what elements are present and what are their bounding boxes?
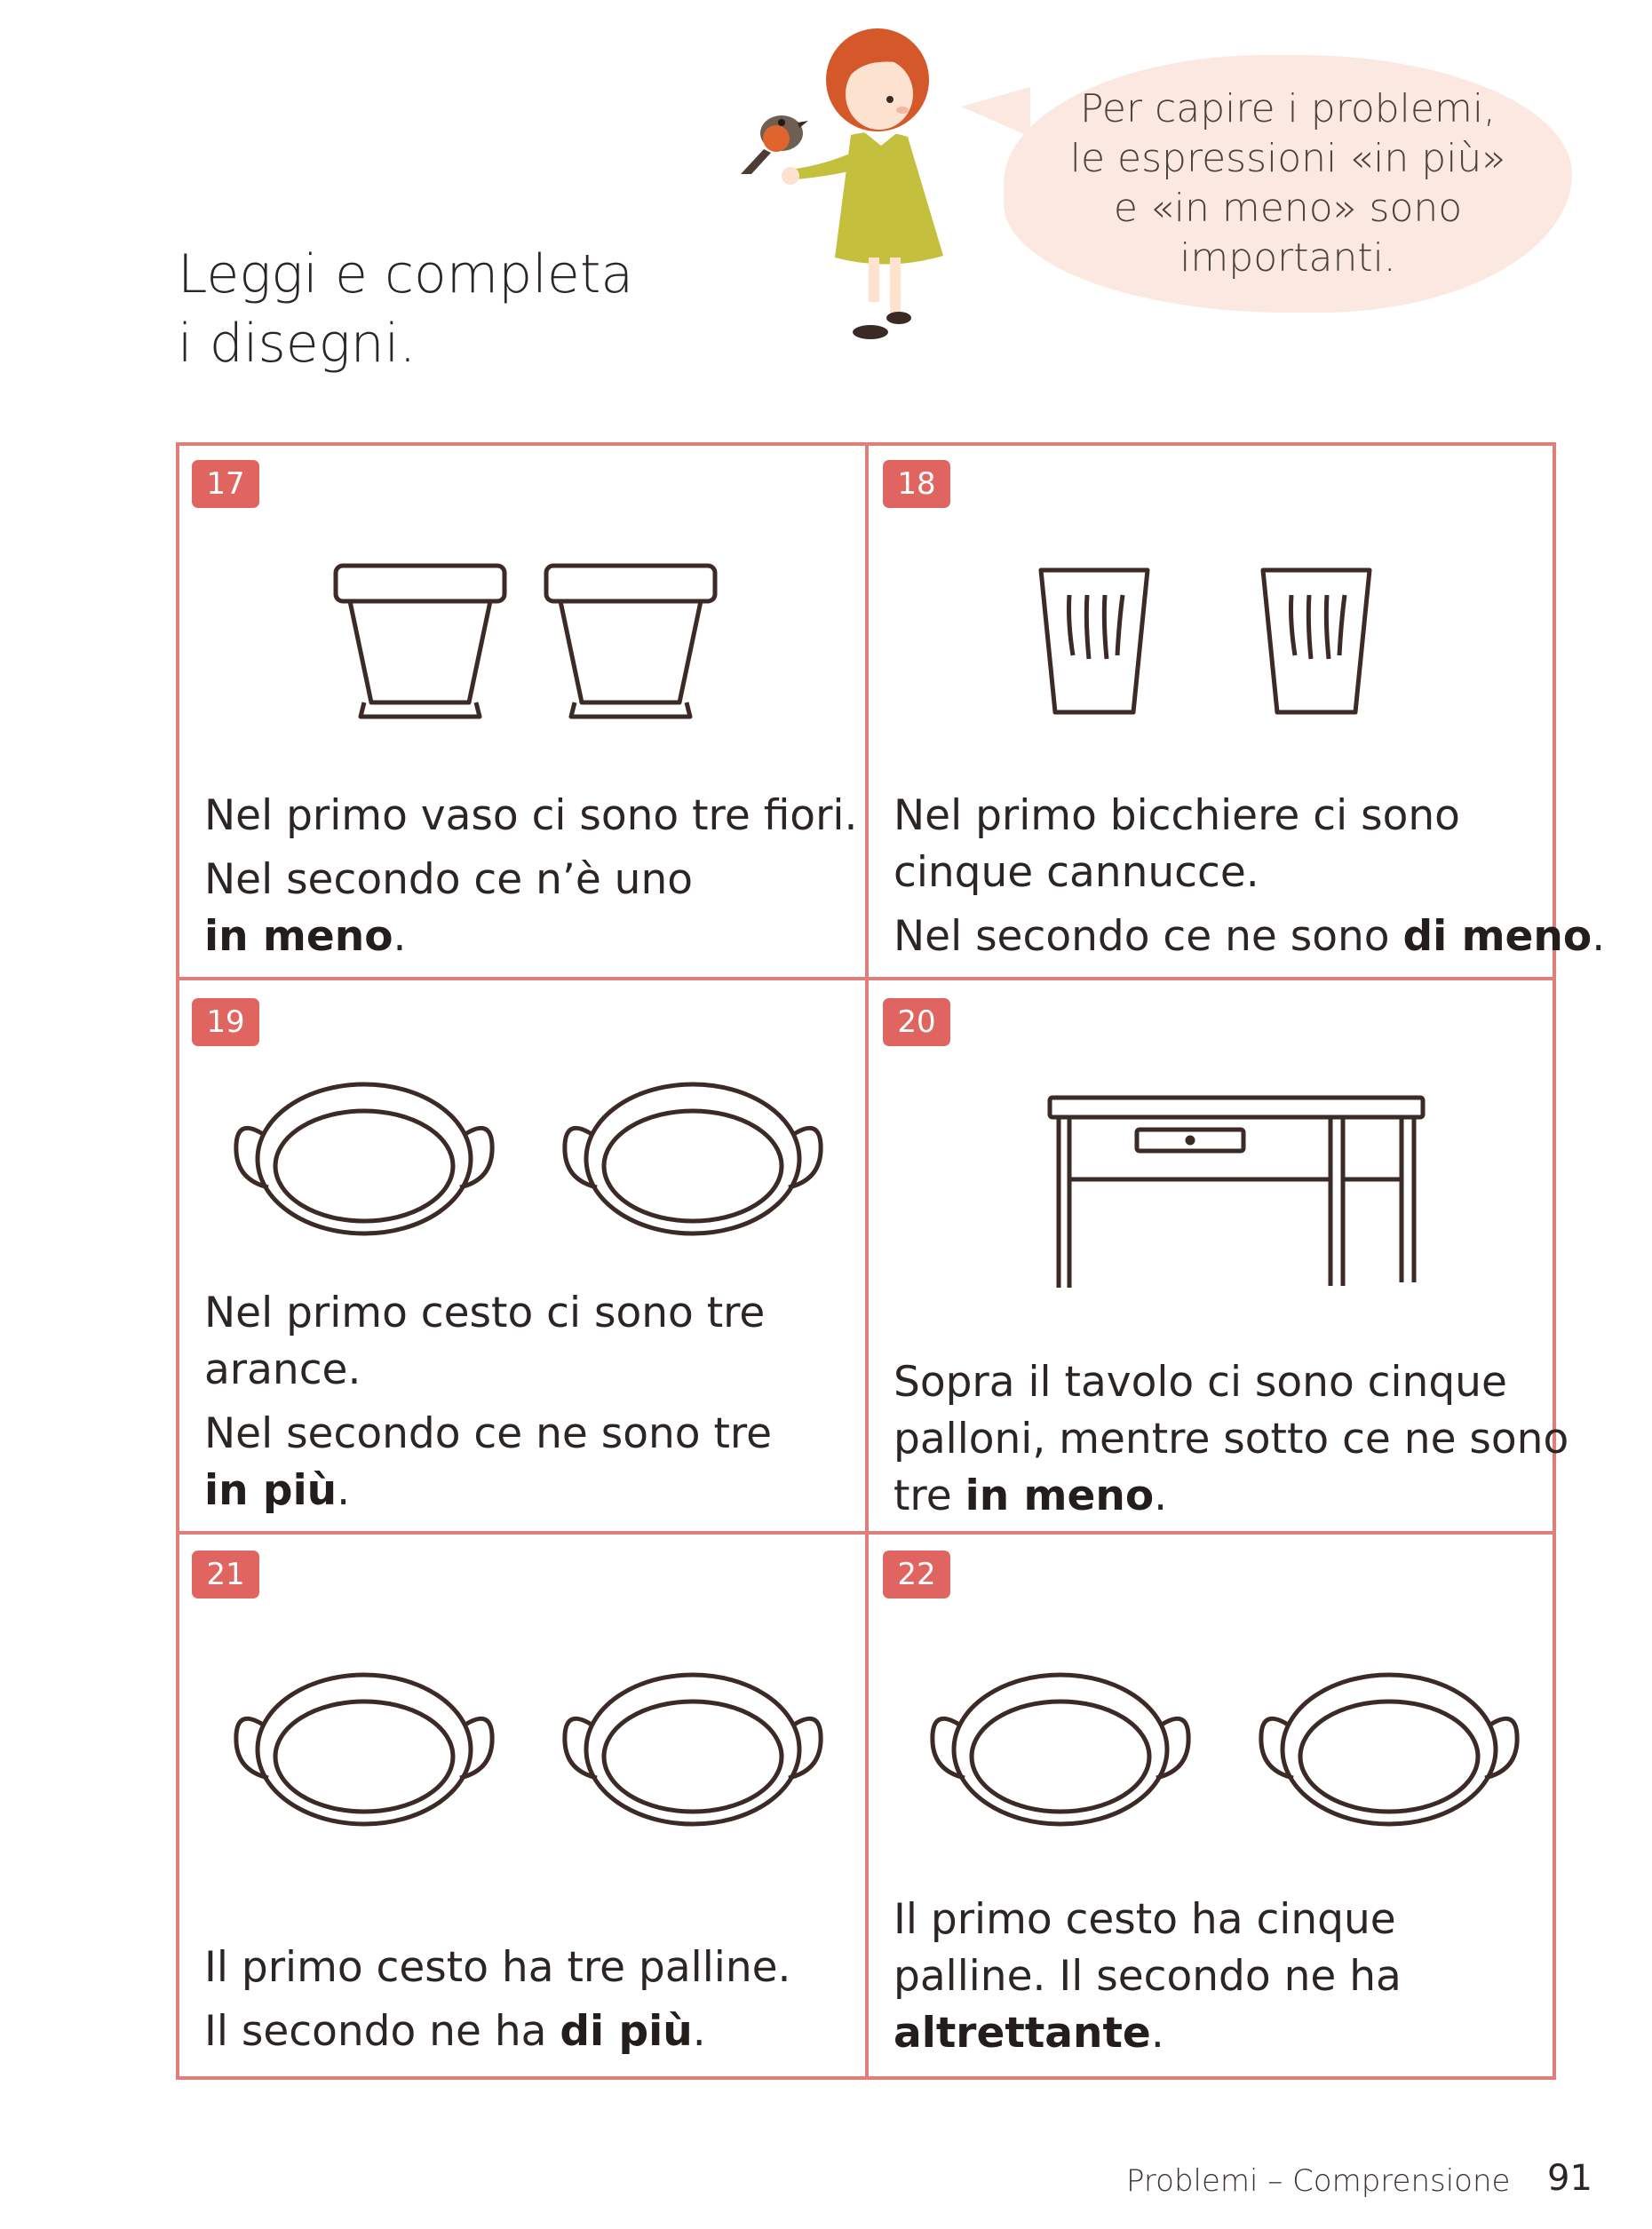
- page-heading: [178, 240, 728, 378]
- table-icon: [1039, 1091, 1430, 1295]
- glass-icon: [1030, 559, 1386, 719]
- text-line: Nel primo vaso ci sono tre fiori.: [204, 791, 858, 840]
- exercise-text: [204, 1285, 772, 1519]
- bubble-line-2: le espressioni «in più»: [1069, 136, 1506, 181]
- exercise-number-badge: 19: [192, 998, 259, 1046]
- text-line: [204, 908, 857, 965]
- exercise-number-badge: 21: [192, 1551, 259, 1598]
- text-fragment: .: [393, 912, 407, 961]
- grid-divider-row-2: [176, 1531, 1556, 1535]
- exercise-text: [204, 1939, 790, 2060]
- exercise-text: [894, 1892, 1402, 2062]
- exercise-text: [204, 788, 857, 965]
- text-line: Nel secondo ce ne sono tre: [204, 1409, 773, 1458]
- basket-icon: [222, 1661, 835, 1847]
- heading-line-1: Leggi e completa: [178, 243, 634, 305]
- text-fragment: tre: [894, 1471, 965, 1520]
- bold-keyword: altrettante: [894, 2009, 1151, 2058]
- exercise-number-badge: 18: [883, 460, 950, 508]
- text-line: [894, 908, 1605, 965]
- bubble-line-3: e «in meno» sono: [1113, 186, 1463, 231]
- page-number: 91: [1547, 2158, 1592, 2199]
- speech-bubble-text: [1048, 84, 1528, 283]
- exercise-number-badge: 17: [192, 460, 259, 508]
- grid-divider-vertical: [865, 442, 869, 2080]
- bold-keyword: in meno: [204, 912, 393, 961]
- bold-keyword: di meno: [1402, 912, 1592, 961]
- bold-keyword: in più: [204, 1466, 338, 1515]
- flower-pot-icon: [320, 555, 728, 724]
- text-line: Il primo cesto ha tre palline.: [204, 1943, 791, 1992]
- text-line: palloni, mentre sotto ce ne sono: [894, 1415, 1569, 1464]
- text-fragment: .: [337, 1466, 351, 1515]
- text-fragment: Il secondo ne ha: [204, 2007, 560, 2056]
- text-line: Nel secondo ce n’è uno: [204, 855, 694, 904]
- text-fragment: .: [1592, 912, 1606, 961]
- bold-keyword: in meno: [965, 1471, 1155, 1520]
- girl-with-bird-illustration: [737, 18, 977, 355]
- text-line: [894, 2005, 1402, 2062]
- basket-icon: [222, 1070, 835, 1257]
- text-line: [894, 1468, 1569, 1525]
- text-fragment: .: [1150, 2009, 1164, 2058]
- speech-bubble-tail: [961, 87, 1030, 137]
- text-line: cinque cannucce.: [894, 848, 1259, 897]
- text-line: Il primo cesto ha cinque: [894, 1895, 1396, 1944]
- text-fragment: Nel secondo ce ne sono: [894, 912, 1403, 961]
- basket-icon: [918, 1661, 1531, 1847]
- heading-line-2: i disegni.: [178, 313, 417, 375]
- exercise-number-badge: 22: [883, 1551, 950, 1598]
- exercise-text: [894, 1354, 1569, 1525]
- text-fragment: .: [1154, 1471, 1168, 1520]
- text-line: Nel primo cesto ci sono tre: [204, 1289, 766, 1337]
- bold-keyword: di più: [560, 2007, 693, 2056]
- text-line: [204, 1463, 772, 1519]
- text-fragment: .: [692, 2007, 706, 2056]
- text-line: Nel primo bicchiere ci sono: [894, 791, 1460, 840]
- text-line: Sopra il tavolo ci sono cinque: [894, 1358, 1507, 1407]
- text-line: arance.: [204, 1345, 361, 1394]
- text-line: palline. Il secondo ne ha: [894, 1952, 1402, 2001]
- grid-divider-row-1: [176, 977, 1556, 980]
- bubble-line-1: Per capire i problemi,: [1079, 86, 1497, 131]
- footer-section-label: Problemi – Comprensione: [1126, 2163, 1511, 2199]
- exercise-text: [894, 788, 1605, 965]
- text-line: [204, 2003, 790, 2060]
- bubble-line-4: importanti.: [1179, 235, 1396, 281]
- exercise-number-badge: 20: [883, 998, 950, 1046]
